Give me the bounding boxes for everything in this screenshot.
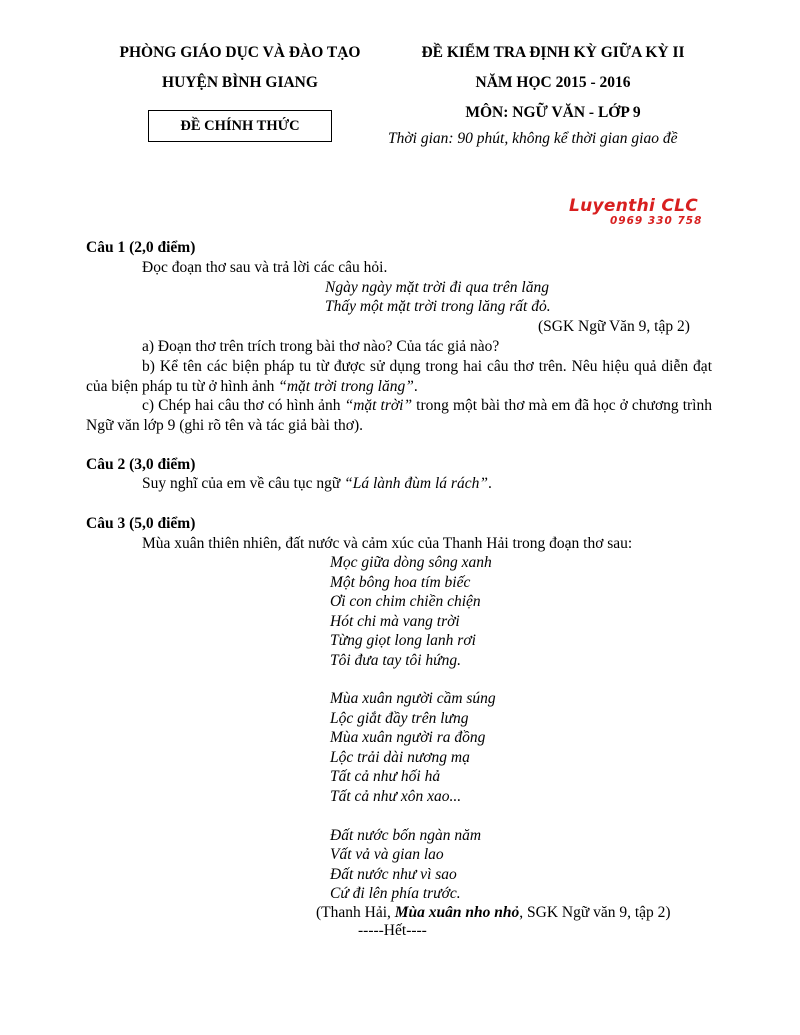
q1-poem-line-2: Thấy một mặt trời trong lăng rất đỏ. xyxy=(325,298,551,315)
q1-part-b-quote: “mặt trời trong lăng” xyxy=(278,377,414,395)
watermark-phone: 0969 330 758 xyxy=(610,215,703,227)
official-label: ĐỀ CHÍNH THỨC xyxy=(180,117,300,134)
q2-title: Câu 2 (3,0 điểm) xyxy=(86,456,196,473)
q1-poem-line-1: Ngày ngày mặt trời đi qua trên lăng xyxy=(325,279,549,296)
q3-poem-line: Hót chi mà vang trời xyxy=(330,613,460,630)
q3-title: Câu 3 (5,0 điểm) xyxy=(86,515,196,532)
exam-title: ĐỀ KIỂM TRA ĐỊNH KỲ GIỮA KỲ II xyxy=(421,44,685,61)
q1-part-b-end: . xyxy=(413,377,418,395)
q3-poem-line: Tôi đưa tay tôi hứng. xyxy=(330,652,462,669)
q3-poem-line: Lộc trải dài nương mạ xyxy=(330,749,470,766)
q3-poem-line: Mùa xuân người ra đồng xyxy=(330,729,486,746)
q1-part-c-text1: c) Chép hai câu thơ có hình ảnh xyxy=(142,397,341,414)
q1-part-c-quote: “mặt trời” xyxy=(344,397,413,414)
q1-title: Câu 1 (2,0 điểm) xyxy=(86,239,196,256)
q2-text: Suy nghĩ của em về câu tục ngữ xyxy=(142,475,341,492)
org-district: HUYỆN BÌNH GIANG xyxy=(162,74,318,91)
q3-citation xyxy=(316,904,671,922)
q3-intro: Mùa xuân thiên nhiên, đất nước và cảm xúc của Thanh Hải trong đoạn thơ sau: xyxy=(142,535,633,552)
org-name: PHÒNG GIÁO DỤC VÀ ĐÀO TẠO xyxy=(119,44,361,61)
q3-poem-line: Tất cả như xôn xao... xyxy=(330,788,462,805)
q1-part-c xyxy=(86,396,712,435)
q3-poem-line: Lộc giắt đầy trên lưng xyxy=(330,710,469,727)
q3-poem-line: Tất cả như hối hả xyxy=(330,768,441,785)
q1-part-a: a) Đoạn thơ trên trích trong bài thơ nào? Của tác giả nào? xyxy=(142,338,500,355)
q1-source: (SGK Ngữ Văn 9, tập 2) xyxy=(538,318,690,335)
q3-poem-line: Cứ đi lên phía trước. xyxy=(330,885,461,902)
q1-intro: Đọc đoạn thơ sau và trả lời các câu hỏi. xyxy=(142,259,388,276)
q1-part-c-text2: trong một bài thơ mà em đã học ở chương trình Ngữ văn lớp 9 (ghi rõ tên và tác giả bài thơ). xyxy=(86,397,712,434)
q3-poem-line: Ơi con chim chiền chiện xyxy=(330,593,481,610)
watermark-name: Luyenthi CLC xyxy=(569,196,699,216)
q3-poem-line: Đất nước bốn ngàn năm xyxy=(330,827,482,844)
q3-citation-pre: (Thanh Hải, xyxy=(316,904,391,921)
end-mark: -----Hết---- xyxy=(358,922,427,939)
time-note: Thời gian: 90 phút, không kể thời gian giao đề xyxy=(388,130,678,147)
q3-poem-line: Từng giọt long lanh rơi xyxy=(330,632,476,649)
q1-part-b xyxy=(86,357,712,396)
q3-poem-line: Mùa xuân người cầm súng xyxy=(330,690,496,707)
q3-poem-line: Vất vả và gian lao xyxy=(330,846,444,863)
q2-quote: “Lá lành đùm lá rách” xyxy=(344,475,488,492)
q2-end: . xyxy=(487,475,492,492)
q3-poem-line: Đất nước như vì sao xyxy=(330,866,457,883)
q3-citation-title: Mùa xuân nho nhỏ xyxy=(394,904,520,921)
q3-poem-line: Một bông hoa tím biếc xyxy=(330,574,471,591)
q1-part-b-text: b) Kể tên các biện pháp tu từ được sử dụng trong hai câu thơ trên. Nêu hiệu quả diễn đạt của biện pháp tu từ ở hình ảnh xyxy=(86,358,712,395)
subject: MÔN: NGỮ VĂN - LỚP 9 xyxy=(465,104,641,121)
q3-citation-post: , SGK Ngữ văn 9, tập 2) xyxy=(519,904,671,921)
school-year: NĂM HỌC 2015 - 2016 xyxy=(475,74,631,91)
q3-poem-line: Mọc giữa dòng sông xanh xyxy=(330,554,492,571)
q2-line xyxy=(142,475,492,493)
official-label-box xyxy=(148,110,332,142)
